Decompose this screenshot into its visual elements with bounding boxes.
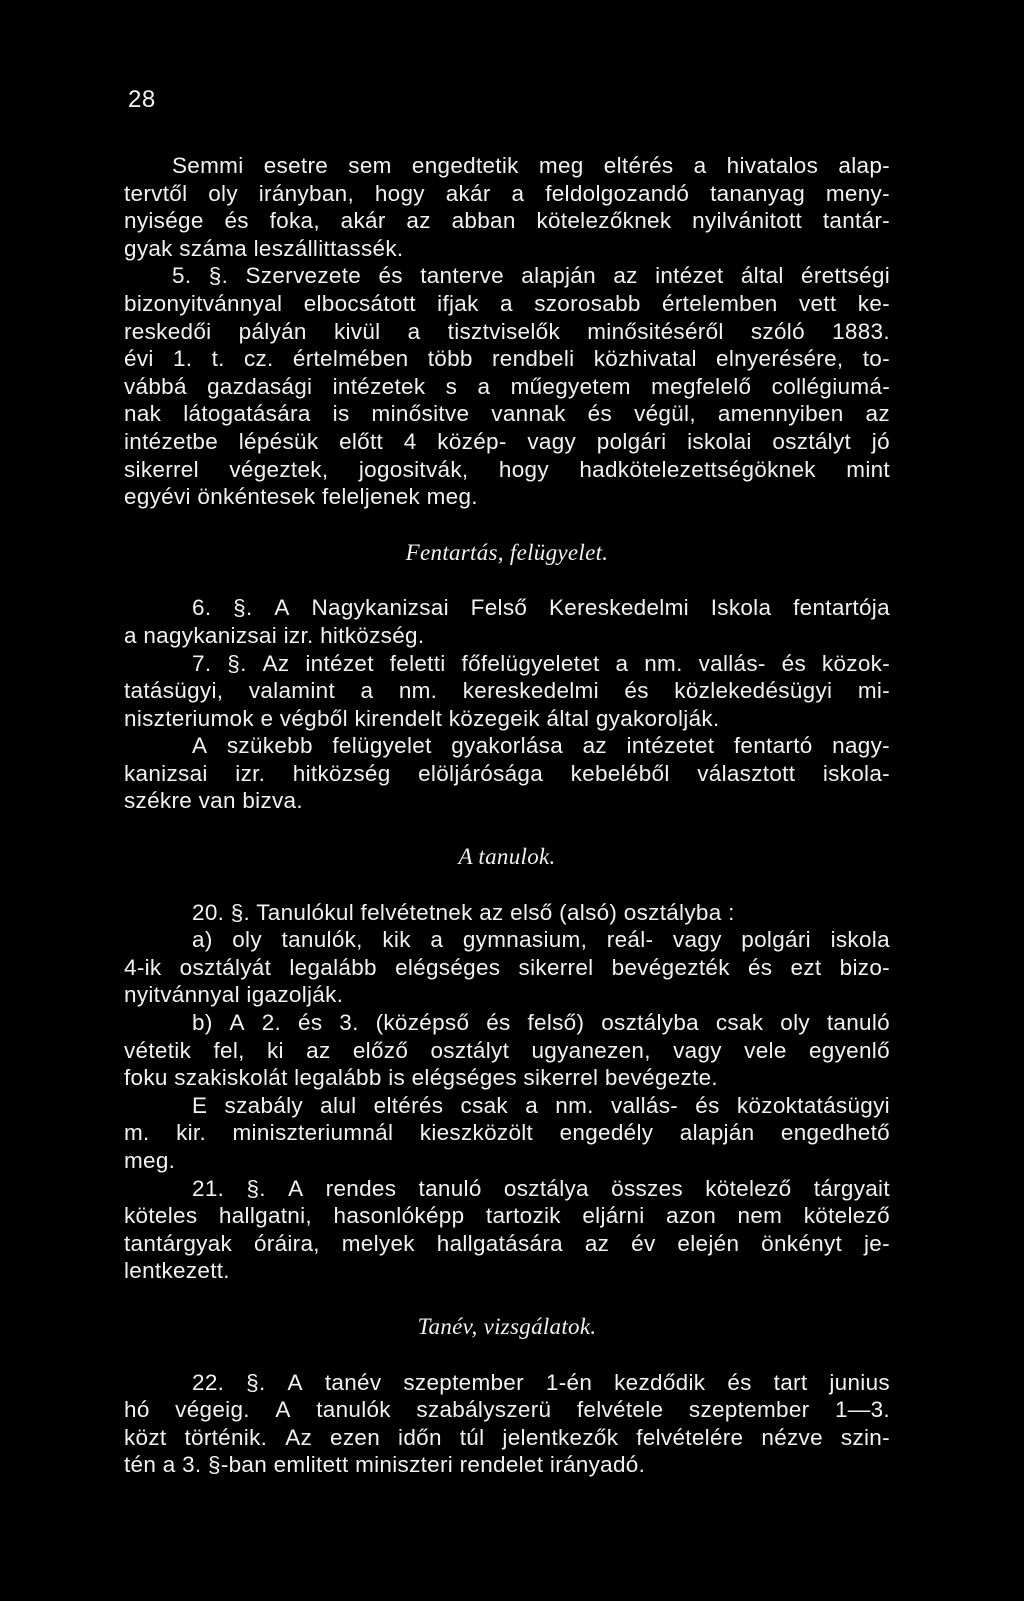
text-line: foku szakiskolát legalább is elégséges sikerrel bevégezte.: [124, 1065, 718, 1091]
text-line: 6. §. A Nagykanizsai Felső Kereskedelmi Iskola fentartója: [192, 595, 890, 621]
paragraph-block: [124, 1369, 890, 1479]
text-line: kanizsai izr. hitközség elöljárósága kebeléből választott iskola-: [124, 760, 890, 786]
text-line: évi 1. t. cz. értelmében több rendbeli közhivatal elnyerésére, to-: [124, 346, 890, 372]
text-line: a nagykanizsai izr. hitközség.: [124, 622, 425, 648]
text-line: nak látogatására is minősitve vannak és végül, amennyiben az: [124, 401, 890, 427]
text-line: tén a 3. §-ban emlitett miniszteri rendelet irányadó.: [124, 1452, 646, 1478]
text-line: 7. §. Az intézet feletti főfelügyeletet a nm. vallás- és közok-: [192, 650, 890, 676]
text-line: nyitvánnyal igazolják.: [124, 982, 344, 1008]
text-line: 22. §. A tanév szeptember 1-én kezdődik és tart junius: [192, 1369, 890, 1395]
text-line: meg.: [124, 1148, 176, 1173]
text-line: vétetik fel, ki az előző osztályt ugyanezen, vagy vele egyenlő: [124, 1037, 890, 1063]
text-line: sikerrel végeztek, jogositvák, hogy hadkötelezettségöknek mint: [124, 456, 890, 482]
section-heading: Tanév, vizsgálatok.: [417, 1313, 597, 1339]
text-line: E szabály alul eltérés csak a nm. vallás- és közoktatásügyi: [192, 1092, 890, 1118]
text-line: 4-ik osztályát legalább elégséges sikerrel bevégezték és ezt bizo-: [124, 954, 890, 980]
text-line: intézetbe lépésük előtt 4 közép- vagy polgári iskolai osztályt jó: [124, 428, 890, 454]
text-line: 5. §. Szervezete és tanterve alapján az intézet által érettségi: [172, 263, 890, 289]
text-line: m. kir. miniszteriumnál kieszközölt engedély alapján engedhető: [124, 1120, 890, 1146]
text-line: bizonyitvánnyal elbocsátott ifjak a szorosabb értelemben vett ke-: [124, 290, 890, 316]
section-heading: Fentartás, felügyelet.: [405, 539, 609, 565]
text-line: hó végeig. A tanulók szabályszerü felvétele szeptember 1—3.: [124, 1397, 890, 1423]
text-line: b) A 2. és 3. (középső és felső) osztályba csak oly tanuló: [192, 1010, 890, 1036]
text-line: egyévi önkéntesek feleljenek meg.: [124, 484, 478, 510]
paragraph-block: [124, 899, 890, 1285]
text-line: közt történik. Az ezen időn túl jelentkezők felvételére nézve szin-: [124, 1424, 890, 1450]
text-line: tatásügyi, valamint a nm. kereskedelmi és közlekedésügyi mi-: [124, 678, 890, 704]
document-body: [124, 152, 890, 1479]
text-line: gyak száma leszállittassék.: [124, 235, 404, 261]
text-line: székre van bizva.: [124, 788, 303, 814]
text-line: Semmi esetre sem engedtetik meg eltérés a hivatalos alap-: [172, 153, 890, 178]
text-line: tervtől oly irányban, hogy akár a feldolgozandó tananyag meny-: [124, 180, 890, 206]
text-line: tantárgyak óráira, melyek hallgatására az év elején önkényt je-: [124, 1230, 890, 1256]
paragraph-block: [124, 594, 890, 815]
text-line: A szükebb felügyelet gyakorlása az intézetet fentartó nagy-: [192, 733, 890, 759]
text-line: niszteriumok e végből kirendelt közegeik által gyakorolják.: [124, 705, 720, 731]
page-number: 28: [128, 86, 156, 113]
text-line: reskedői pályán kivül a tisztviselők minősitéséről szóló 1883.: [124, 318, 890, 344]
section-heading: A tanulok.: [458, 844, 556, 870]
text-line: nyisége és foka, akár az abban kötelezőknek nyilvánitott tantár-: [124, 208, 890, 234]
text-line: lentkezett.: [124, 1258, 230, 1284]
text-line: 20. §. Tanulókul felvétetnek az első (alsó) osztályba :: [192, 899, 735, 925]
text-line: vábbá gazdasági intézetek s a műegyetem megfelelő collégiumá-: [124, 373, 890, 399]
text-line: köteles hallgatni, hasonlóképp tartozik eljárni azon nem kötelező: [124, 1203, 890, 1229]
text-line: 21. §. A rendes tanuló osztálya összes kötelező tárgyait: [192, 1175, 890, 1201]
text-line: a) oly tanulók, kik a gymnasium, reál- vagy polgári iskola: [192, 927, 890, 953]
paragraph-block: [124, 152, 890, 511]
